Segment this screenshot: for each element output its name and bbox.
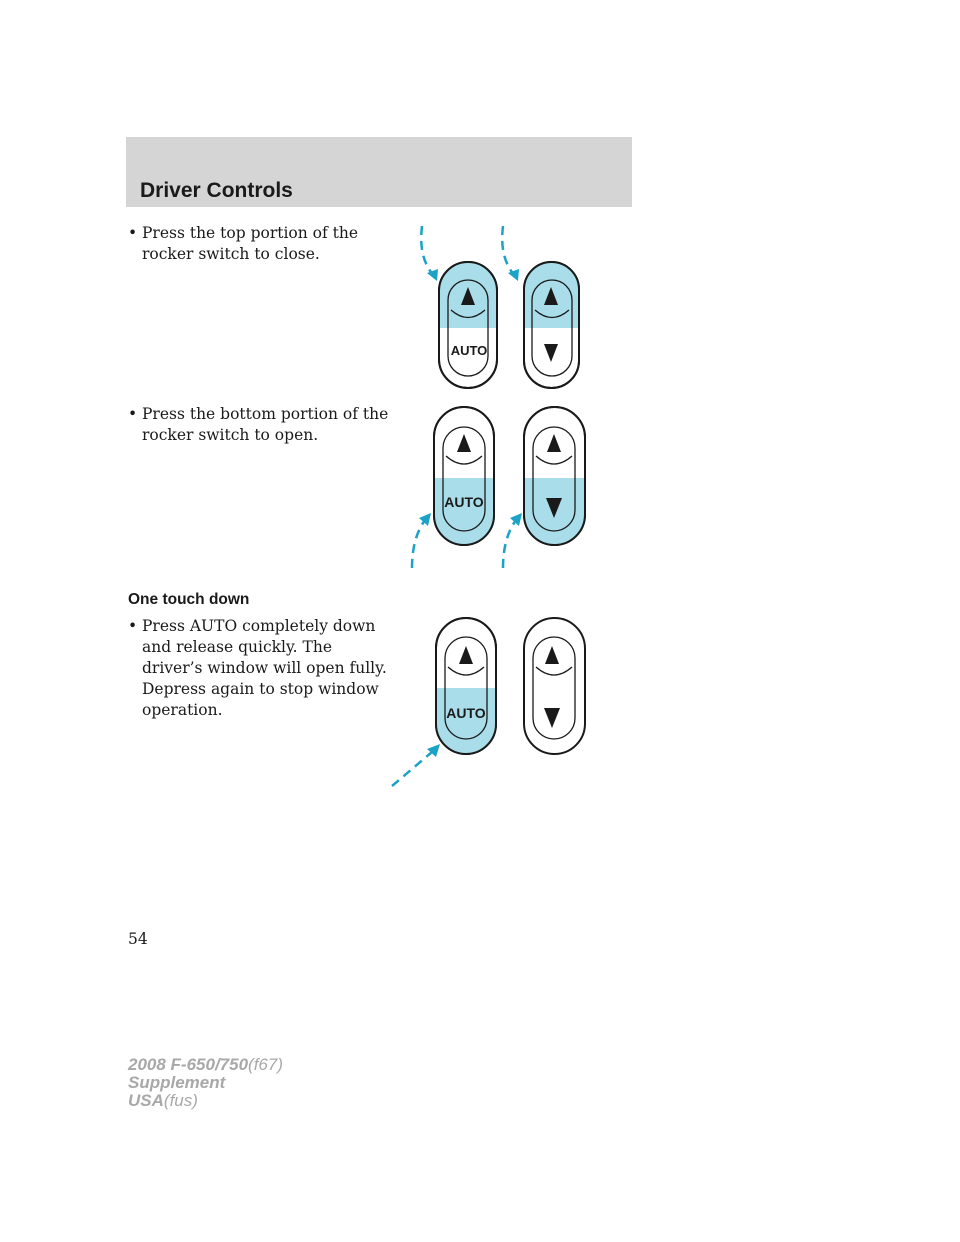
auto-window-switch: [434, 407, 494, 548]
auto-label: AUTO: [450, 343, 488, 358]
bullet-dot: •: [128, 617, 138, 635]
auto-label: AUTO: [444, 494, 484, 510]
footer-region-code: (fus): [163, 1091, 198, 1110]
bullet-text: Press the bottom portion of the rocker switch to open.: [142, 405, 389, 444]
section-title: Driver Controls: [140, 179, 293, 202]
footer-model: 2008 F-650/750: [128, 1055, 249, 1074]
page-number: 54: [128, 930, 148, 948]
auto-window-switch: [436, 618, 496, 758]
auto-window-switch: [439, 262, 497, 388]
footer-doc: Supplement: [128, 1073, 226, 1092]
pointer-arrow-icon: [421, 226, 434, 276]
pointer-arrow-icon: [392, 752, 432, 786]
bullet-dot: •: [128, 224, 138, 242]
bullet-text: Press AUTO completely down and release quickly. The driver’s window will open fully. Depress again to stop window operation.: [142, 617, 387, 719]
footer-doc-info: [128, 1056, 283, 1110]
bullet-text: Press the top portion of the rocker switch to close.: [142, 224, 359, 263]
auto-label: AUTO: [446, 705, 486, 721]
figure-one-touch-switches: [0, 600, 960, 800]
pointer-arrow-icon: [502, 226, 515, 276]
window-switch: [524, 262, 579, 388]
bullet-dot: •: [128, 405, 138, 423]
footer-model-code: (f67): [248, 1055, 284, 1074]
window-switch: [524, 407, 585, 548]
subheading-one-touch-down: One touch down: [128, 591, 250, 608]
window-switch: [524, 618, 585, 754]
figure-close-switches: [0, 0, 960, 600]
pointer-arrow-icon: [503, 520, 516, 568]
footer-region: USA: [128, 1091, 164, 1110]
pointer-arrow-icon: [412, 520, 425, 568]
